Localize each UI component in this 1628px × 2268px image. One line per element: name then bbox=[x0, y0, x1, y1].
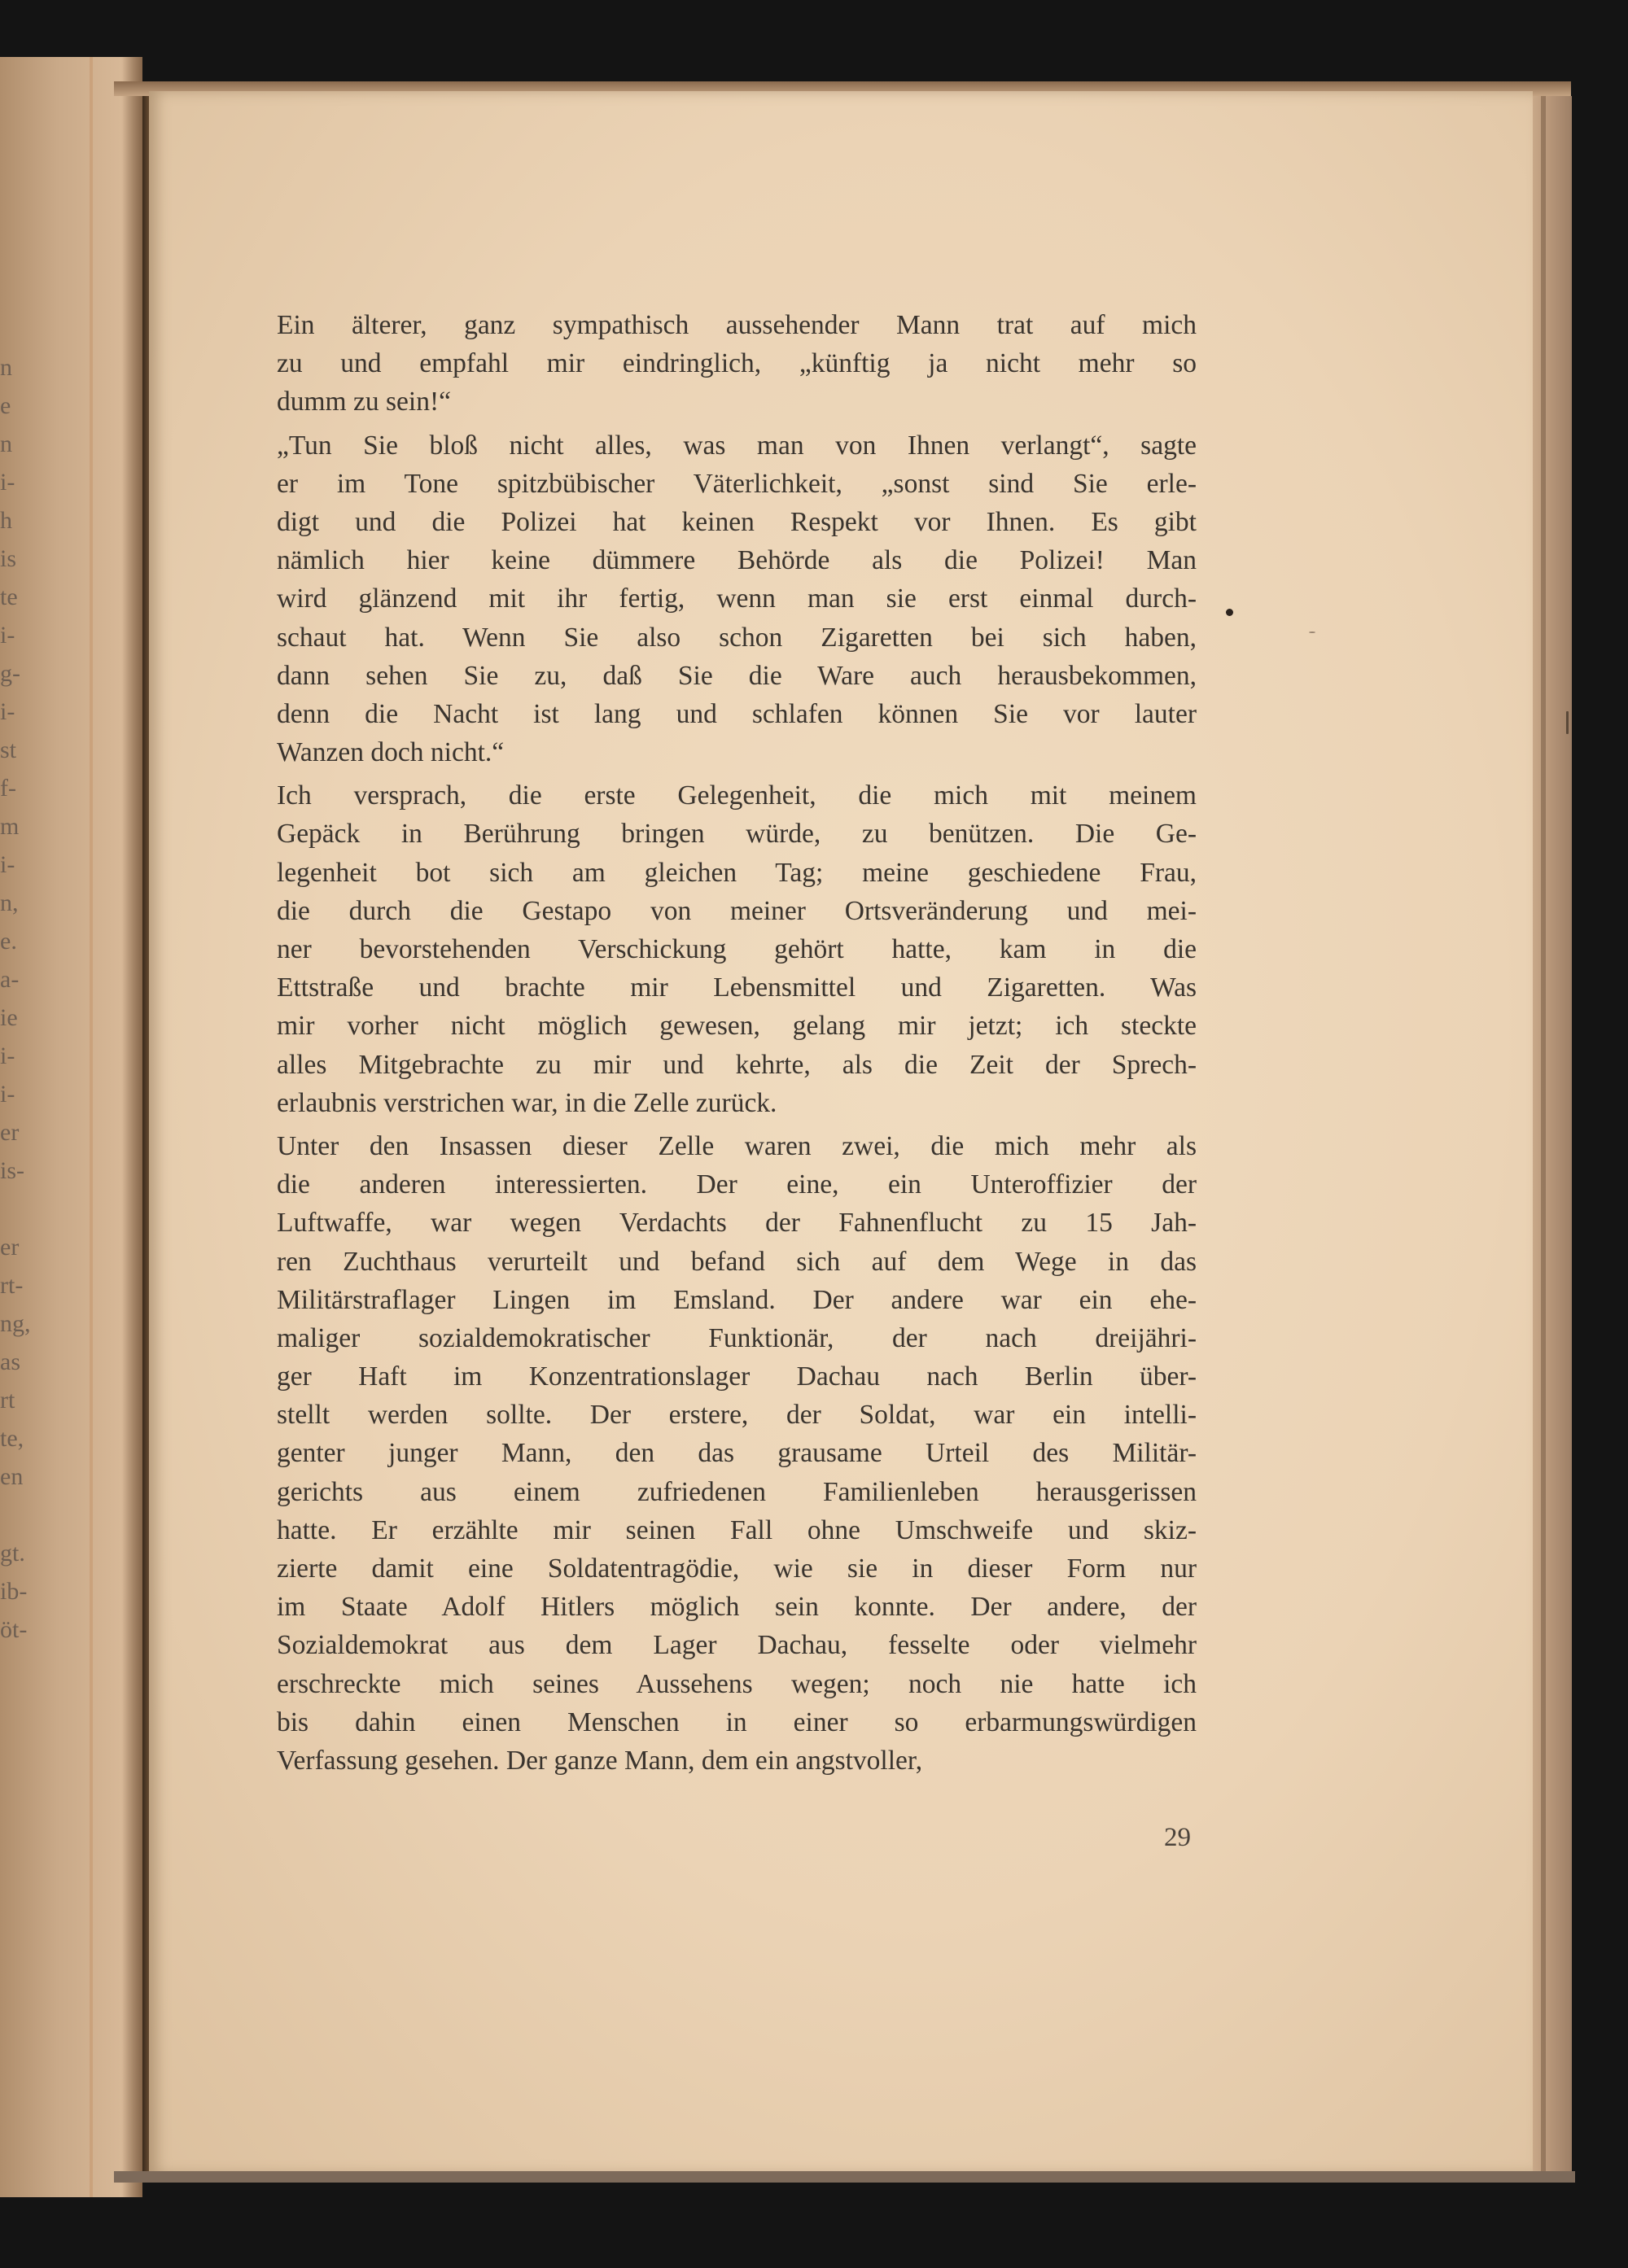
left-page-fragment: e. bbox=[0, 928, 17, 955]
left-page-fragment: h bbox=[0, 507, 12, 534]
left-page-fragment bbox=[0, 1190, 90, 1228]
left-page-fragment: m bbox=[0, 813, 20, 840]
text-line: Unter den Insassen dieser Zelle waren zwei, die mich mehr als bbox=[277, 1130, 1197, 1161]
text-line: bis dahin einen Menschen in einer so erbarmungswürdigen bbox=[277, 1706, 1197, 1737]
left-page-fragment: n bbox=[0, 430, 12, 457]
left-page-fragment: as bbox=[0, 1348, 20, 1375]
text-line: ren Zuchthaus verurteilt und befand sich auf dem Wege in das bbox=[277, 1246, 1197, 1277]
left-page-fragment: öt- bbox=[0, 1616, 28, 1643]
left-page-fragment: ie bbox=[0, 1004, 18, 1031]
text-line: erlaubnis verstrichen war, in die Zelle zurück. bbox=[277, 1087, 777, 1118]
body-text bbox=[277, 306, 1197, 1785]
left-page-fragment: f- bbox=[0, 775, 16, 802]
left-page-fragment: te, bbox=[0, 1425, 24, 1452]
paragraph bbox=[277, 426, 1197, 772]
text-line: Ich versprach, die erste Gelegenheit, die mich mit meinem bbox=[277, 780, 1197, 811]
left-page-edge-line bbox=[90, 57, 93, 2197]
left-page-fragment: i- bbox=[0, 469, 15, 496]
text-line: erschreckte mich seines Aussehens wegen; noch nie hatte ich bbox=[277, 1668, 1197, 1699]
left-page-fragment: te bbox=[0, 583, 18, 610]
text-line: Luftwaffe, war wegen Verdachts der Fahnenflucht zu 15 Jah- bbox=[277, 1208, 1197, 1239]
text-line: zierte damit eine Soldatentragödie, wie sie in dieser Form nur bbox=[277, 1554, 1197, 1584]
left-page-fragment: er bbox=[0, 1234, 20, 1261]
text-line: stellt werden sollte. Der erstere, der Soldat, war ein intelli- bbox=[277, 1400, 1197, 1431]
text-line: im Staate Adolf Hitlers möglich sein konnte. Der andere, der bbox=[277, 1592, 1197, 1623]
text-line: er im Tone spitzbübischer Väterlichkeit, „sonst sind Sie erle- bbox=[277, 468, 1197, 499]
left-page-fragment: st bbox=[0, 736, 17, 763]
text-line: „Tun Sie bloß nicht alles, was man von Ihnen verlangt“, sagte bbox=[277, 430, 1197, 461]
left-page-fragment: e bbox=[0, 392, 11, 419]
left-page-fragment: i- bbox=[0, 851, 15, 878]
left-page-fragment: en bbox=[0, 1463, 24, 1490]
left-page-fragment: a- bbox=[0, 966, 20, 993]
text-line: legenheit bot sich am gleichen Tag; meine geschiedene Frau, bbox=[277, 857, 1197, 888]
text-line: die anderen interessierten. Der eine, ein Unteroffizier der bbox=[277, 1169, 1197, 1200]
text-line: ger Haft im Konzentrationslager Dachau nach Berlin über- bbox=[277, 1361, 1197, 1392]
left-page-fragment bbox=[0, 1496, 90, 1534]
left-page-fragment: is- bbox=[0, 1157, 24, 1184]
text-line: genter junger Mann, den das grausame Urteil des Militär- bbox=[277, 1438, 1197, 1469]
text-line: Sozialdemokrat aus dem Lager Dachau, fesselte oder vielmehr bbox=[277, 1630, 1197, 1661]
text-line: Ein älterer, ganz sympathisch aussehender Mann trat auf mich bbox=[277, 310, 1197, 340]
ink-speck bbox=[1226, 609, 1233, 616]
text-line: die durch die Gestapo von meiner Ortsveränderung und mei- bbox=[277, 895, 1197, 926]
paragraph bbox=[277, 1127, 1197, 1780]
left-page-fragment: n, bbox=[0, 889, 19, 916]
right-page-edge bbox=[1533, 96, 1572, 2179]
left-page-fragment: gt. bbox=[0, 1540, 25, 1567]
left-page-fragment: rt- bbox=[0, 1272, 24, 1299]
text-line: mir vorher nicht möglich gewesen, gelang mir jetzt; ich steckte bbox=[277, 1011, 1197, 1042]
page-edge-stripe bbox=[1541, 96, 1546, 2179]
left-page-fragment: n bbox=[0, 354, 12, 381]
text-line: schaut hat. Wenn Sie also schon Zigaretten bei sich haben, bbox=[277, 622, 1197, 653]
text-line: wird glänzend mit ihr fertig, wenn man sie erst einmal durch- bbox=[277, 583, 1197, 614]
left-page-fragment: i- bbox=[0, 1081, 15, 1108]
left-page-fragment: er bbox=[0, 1119, 20, 1146]
left-page-fragment: g- bbox=[0, 660, 20, 687]
paragraph bbox=[277, 306, 1197, 422]
text-line: dann sehen Sie zu, daß Sie die Ware auch herausbekommen, bbox=[277, 660, 1197, 691]
text-line: digt und die Polizei hat keinen Respekt vor Ihnen. Es gibt bbox=[277, 506, 1197, 537]
book-bottom-edge bbox=[114, 2171, 1575, 2183]
text-line: Gepäck in Berührung bringen würde, zu benützen. Die Ge- bbox=[277, 819, 1197, 850]
text-line: hatte. Er erzählte mir seinen Fall ohne Umschweife und skiz- bbox=[277, 1514, 1197, 1545]
text-line: gerichts aus einem zufriedenen Familienleben herausgerissen bbox=[277, 1476, 1197, 1507]
text-line: denn die Nacht ist lang und schlafen können Sie vor lauter bbox=[277, 698, 1197, 729]
left-page-fragment: i- bbox=[0, 622, 15, 649]
left-page-fragment: is bbox=[0, 545, 17, 572]
left-page-fragment: ng, bbox=[0, 1310, 31, 1337]
text-line: zu und empfahl mir eindringlich, „künftig ja nicht mehr so bbox=[277, 348, 1197, 379]
text-line: nämlich hier keine dümmere Behörde als die Polizei! Man bbox=[277, 545, 1197, 576]
ink-speck bbox=[1309, 631, 1315, 633]
left-page-fragment: ib- bbox=[0, 1578, 28, 1605]
left-page-fragment: i- bbox=[0, 1042, 15, 1069]
paragraph bbox=[277, 776, 1197, 1122]
left-page-shadow bbox=[122, 57, 142, 2197]
left-page-text-fragments bbox=[0, 348, 90, 1649]
ink-speck bbox=[1566, 711, 1569, 734]
text-line: Verfassung gesehen. Der ganze Mann, dem ein angstvoller, bbox=[277, 1745, 923, 1776]
left-page bbox=[0, 57, 142, 2197]
text-line: alles Mitgebrachte zu mir und kehrte, als die Zeit der Sprech- bbox=[277, 1049, 1197, 1080]
text-line: Wanzen doch nicht.“ bbox=[277, 737, 505, 768]
text-line: ner bevorstehenden Verschickung gehört hatte, kam in die bbox=[277, 934, 1197, 964]
text-line: dumm zu sein!“ bbox=[277, 387, 451, 417]
text-line: Militärstraflager Lingen im Emsland. Der andere war ein ehe- bbox=[277, 1284, 1197, 1315]
page-number: 29 bbox=[1164, 1823, 1191, 1852]
left-page-fragment: rt bbox=[0, 1387, 15, 1414]
text-line: Ettstraße und brachte mir Lebensmittel und Zigaretten. Was bbox=[277, 972, 1197, 1003]
left-page-fragment: i- bbox=[0, 698, 15, 725]
text-line: maliger sozialdemokratischer Funktionär, der nach dreijähri- bbox=[277, 1322, 1197, 1353]
